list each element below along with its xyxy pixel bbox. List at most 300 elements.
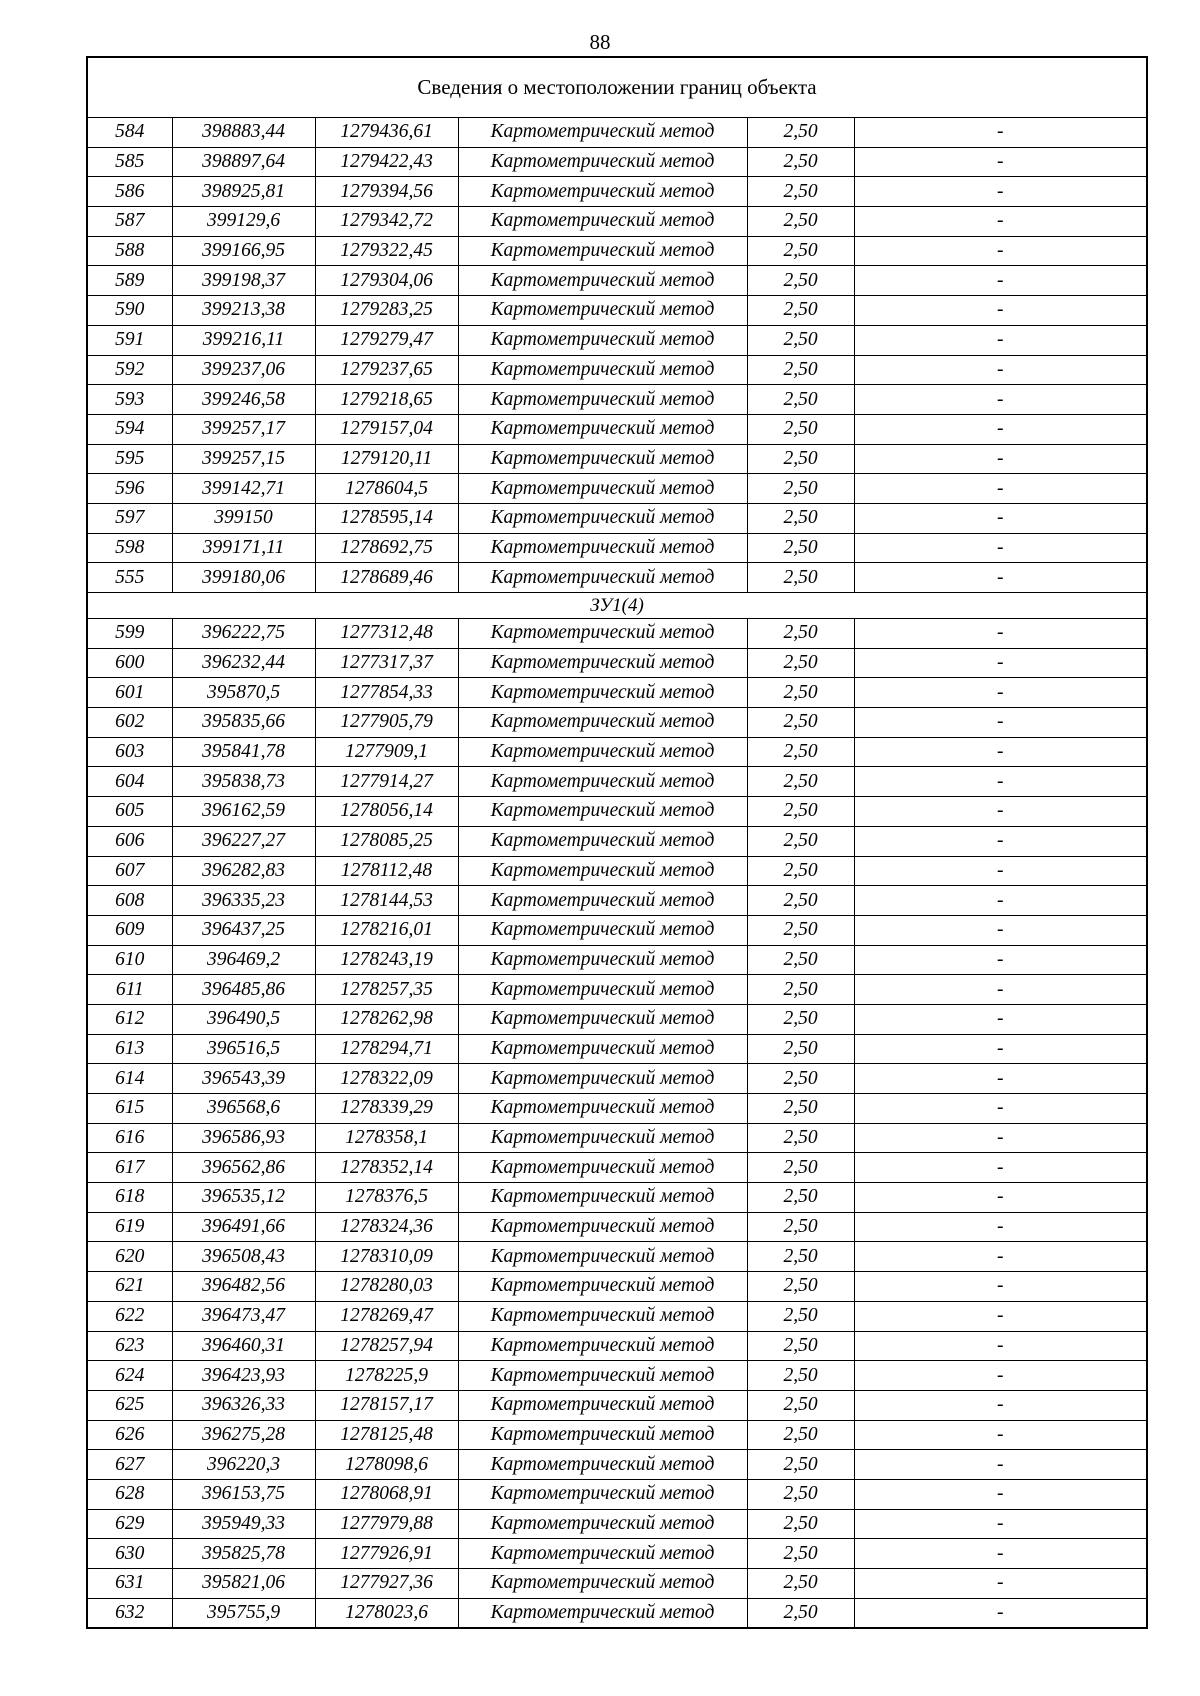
method-cell: Картометрический метод xyxy=(458,533,747,563)
accuracy-cell: 2,50 xyxy=(747,1450,854,1480)
point-number-cell: 627 xyxy=(87,1450,172,1480)
accuracy-cell: 2,50 xyxy=(747,296,854,326)
point-number-cell: 604 xyxy=(87,767,172,797)
description-cell: - xyxy=(854,975,1147,1005)
table-row xyxy=(87,1004,1147,1034)
x-coordinate-cell: 396326,33 xyxy=(172,1390,315,1420)
point-number-cell: 591 xyxy=(87,325,172,355)
description-cell: - xyxy=(854,1479,1147,1509)
method-cell: Картометрический метод xyxy=(458,1183,747,1213)
x-coordinate-cell: 399237,06 xyxy=(172,355,315,385)
table-row xyxy=(87,975,1147,1005)
accuracy-cell: 2,50 xyxy=(747,325,854,355)
y-coordinate-cell: 1278324,36 xyxy=(315,1212,458,1242)
y-coordinate-cell: 1279422,43 xyxy=(315,147,458,177)
y-coordinate-cell: 1278358,1 xyxy=(315,1123,458,1153)
description-cell: - xyxy=(854,1004,1147,1034)
y-coordinate-cell: 1279120,11 xyxy=(315,444,458,474)
method-cell: Картометрический метод xyxy=(458,1094,747,1124)
table-row xyxy=(87,147,1147,177)
section-label: ЗУ1(4) xyxy=(87,593,1147,619)
table-row xyxy=(87,266,1147,296)
method-cell: Картометрический метод xyxy=(458,678,747,708)
method-cell: Картометрический метод xyxy=(458,1272,747,1302)
table-row xyxy=(87,325,1147,355)
point-number-cell: 590 xyxy=(87,296,172,326)
description-cell: - xyxy=(854,767,1147,797)
y-coordinate-cell: 1277926,91 xyxy=(315,1539,458,1569)
y-coordinate-cell: 1278269,47 xyxy=(315,1301,458,1331)
y-coordinate-cell: 1278098,6 xyxy=(315,1450,458,1480)
table-row xyxy=(87,945,1147,975)
description-cell: - xyxy=(854,1509,1147,1539)
point-number-cell: 612 xyxy=(87,1004,172,1034)
table-row xyxy=(87,444,1147,474)
y-coordinate-cell: 1277317,37 xyxy=(315,648,458,678)
description-cell: - xyxy=(854,619,1147,649)
y-coordinate-cell: 1278322,09 xyxy=(315,1064,458,1094)
description-cell: - xyxy=(854,385,1147,415)
table-row xyxy=(87,207,1147,237)
accuracy-cell: 2,50 xyxy=(747,1420,854,1450)
x-coordinate-cell: 396482,56 xyxy=(172,1272,315,1302)
x-coordinate-cell: 396162,59 xyxy=(172,797,315,827)
table-row xyxy=(87,648,1147,678)
description-cell: - xyxy=(854,1064,1147,1094)
accuracy-cell: 2,50 xyxy=(747,1123,854,1153)
description-cell: - xyxy=(854,563,1147,593)
x-coordinate-cell: 399213,38 xyxy=(172,296,315,326)
point-number-cell: 629 xyxy=(87,1509,172,1539)
point-number-cell: 595 xyxy=(87,444,172,474)
table-title-row xyxy=(87,57,1147,118)
x-coordinate-cell: 399166,95 xyxy=(172,236,315,266)
table-row xyxy=(87,1450,1147,1480)
accuracy-cell: 2,50 xyxy=(747,767,854,797)
description-cell: - xyxy=(854,207,1147,237)
y-coordinate-cell: 1279283,25 xyxy=(315,296,458,326)
accuracy-cell: 2,50 xyxy=(747,1598,854,1628)
point-number-cell: 586 xyxy=(87,177,172,207)
y-coordinate-cell: 1278689,46 xyxy=(315,563,458,593)
accuracy-cell: 2,50 xyxy=(747,856,854,886)
description-cell: - xyxy=(854,1242,1147,1272)
description-cell: - xyxy=(854,1212,1147,1242)
point-number-cell: 631 xyxy=(87,1569,172,1599)
table-row xyxy=(87,826,1147,856)
accuracy-cell: 2,50 xyxy=(747,414,854,444)
x-coordinate-cell: 396562,86 xyxy=(172,1153,315,1183)
description-cell: - xyxy=(854,856,1147,886)
y-coordinate-cell: 1278257,35 xyxy=(315,975,458,1005)
section-header-row xyxy=(87,593,1147,619)
accuracy-cell: 2,50 xyxy=(747,915,854,945)
description-cell: - xyxy=(854,1331,1147,1361)
table-row xyxy=(87,474,1147,504)
method-cell: Картометрический метод xyxy=(458,236,747,266)
table-row xyxy=(87,797,1147,827)
y-coordinate-cell: 1278294,71 xyxy=(315,1034,458,1064)
description-cell: - xyxy=(854,648,1147,678)
y-coordinate-cell: 1278056,14 xyxy=(315,797,458,827)
description-cell: - xyxy=(854,533,1147,563)
table-row xyxy=(87,1094,1147,1124)
x-coordinate-cell: 396275,28 xyxy=(172,1420,315,1450)
accuracy-cell: 2,50 xyxy=(747,826,854,856)
table-row xyxy=(87,708,1147,738)
accuracy-cell: 2,50 xyxy=(747,385,854,415)
point-number-cell: 593 xyxy=(87,385,172,415)
point-number-cell: 610 xyxy=(87,945,172,975)
description-cell: - xyxy=(854,1034,1147,1064)
accuracy-cell: 2,50 xyxy=(747,563,854,593)
accuracy-cell: 2,50 xyxy=(747,533,854,563)
method-cell: Картометрический метод xyxy=(458,1242,747,1272)
table-row xyxy=(87,678,1147,708)
description-cell: - xyxy=(854,1123,1147,1153)
description-cell: - xyxy=(854,266,1147,296)
point-number-cell: 625 xyxy=(87,1390,172,1420)
method-cell: Картометрический метод xyxy=(458,1509,747,1539)
point-number-cell: 616 xyxy=(87,1123,172,1153)
accuracy-cell: 2,50 xyxy=(747,797,854,827)
x-coordinate-cell: 396490,5 xyxy=(172,1004,315,1034)
accuracy-cell: 2,50 xyxy=(747,1361,854,1391)
table-row xyxy=(87,1509,1147,1539)
description-cell: - xyxy=(854,474,1147,504)
x-coordinate-cell: 396491,66 xyxy=(172,1212,315,1242)
method-cell: Картометрический метод xyxy=(458,1123,747,1153)
method-cell: Картометрический метод xyxy=(458,826,747,856)
method-cell: Картометрический метод xyxy=(458,767,747,797)
point-number-cell: 611 xyxy=(87,975,172,1005)
description-cell: - xyxy=(854,296,1147,326)
x-coordinate-cell: 399257,17 xyxy=(172,414,315,444)
description-cell: - xyxy=(854,177,1147,207)
x-coordinate-cell: 396568,6 xyxy=(172,1094,315,1124)
x-coordinate-cell: 396473,47 xyxy=(172,1301,315,1331)
table-row xyxy=(87,118,1147,148)
y-coordinate-cell: 1277927,36 xyxy=(315,1569,458,1599)
x-coordinate-cell: 395838,73 xyxy=(172,767,315,797)
table-row xyxy=(87,1569,1147,1599)
point-number-cell: 608 xyxy=(87,886,172,916)
table-row xyxy=(87,737,1147,767)
x-coordinate-cell: 396222,75 xyxy=(172,619,315,649)
accuracy-cell: 2,50 xyxy=(747,1242,854,1272)
point-number-cell: 598 xyxy=(87,533,172,563)
table-row xyxy=(87,1301,1147,1331)
point-number-cell: 609 xyxy=(87,915,172,945)
method-cell: Картометрический метод xyxy=(458,177,747,207)
table-row xyxy=(87,767,1147,797)
description-cell: - xyxy=(854,1598,1147,1628)
accuracy-cell: 2,50 xyxy=(747,1094,854,1124)
method-cell: Картометрический метод xyxy=(458,1301,747,1331)
accuracy-cell: 2,50 xyxy=(747,1212,854,1242)
table-row xyxy=(87,414,1147,444)
table-row xyxy=(87,915,1147,945)
table-row xyxy=(87,1123,1147,1153)
boundary-table xyxy=(86,56,1148,1629)
description-cell: - xyxy=(854,1361,1147,1391)
y-coordinate-cell: 1278157,17 xyxy=(315,1390,458,1420)
description-cell: - xyxy=(854,444,1147,474)
method-cell: Картометрический метод xyxy=(458,385,747,415)
method-cell: Картометрический метод xyxy=(458,619,747,649)
point-number-cell: 599 xyxy=(87,619,172,649)
accuracy-cell: 2,50 xyxy=(747,1183,854,1213)
description-cell: - xyxy=(854,708,1147,738)
x-coordinate-cell: 396485,86 xyxy=(172,975,315,1005)
table-row xyxy=(87,1034,1147,1064)
point-number-cell: 628 xyxy=(87,1479,172,1509)
point-number-cell: 594 xyxy=(87,414,172,444)
y-coordinate-cell: 1279218,65 xyxy=(315,385,458,415)
table-row xyxy=(87,1539,1147,1569)
accuracy-cell: 2,50 xyxy=(747,1569,854,1599)
table-row xyxy=(87,1183,1147,1213)
method-cell: Картометрический метод xyxy=(458,1034,747,1064)
x-coordinate-cell: 399171,11 xyxy=(172,533,315,563)
point-number-cell: 596 xyxy=(87,474,172,504)
point-number-cell: 603 xyxy=(87,737,172,767)
accuracy-cell: 2,50 xyxy=(747,503,854,533)
table-row xyxy=(87,1331,1147,1361)
method-cell: Картометрический метод xyxy=(458,355,747,385)
x-coordinate-cell: 395835,66 xyxy=(172,708,315,738)
table-row xyxy=(87,296,1147,326)
point-number-cell: 613 xyxy=(87,1034,172,1064)
description-cell: - xyxy=(854,355,1147,385)
method-cell: Картометрический метод xyxy=(458,118,747,148)
method-cell: Картометрический метод xyxy=(458,1420,747,1450)
y-coordinate-cell: 1278352,14 xyxy=(315,1153,458,1183)
description-cell: - xyxy=(854,414,1147,444)
x-coordinate-cell: 395949,33 xyxy=(172,1509,315,1539)
y-coordinate-cell: 1278339,29 xyxy=(315,1094,458,1124)
method-cell: Картометрический метод xyxy=(458,945,747,975)
accuracy-cell: 2,50 xyxy=(747,619,854,649)
x-coordinate-cell: 396535,12 xyxy=(172,1183,315,1213)
point-number-cell: 632 xyxy=(87,1598,172,1628)
y-coordinate-cell: 1278144,53 xyxy=(315,886,458,916)
accuracy-cell: 2,50 xyxy=(747,1539,854,1569)
method-cell: Картометрический метод xyxy=(458,1539,747,1569)
x-coordinate-cell: 395870,5 xyxy=(172,678,315,708)
x-coordinate-cell: 396460,31 xyxy=(172,1331,315,1361)
description-cell: - xyxy=(854,915,1147,945)
method-cell: Картометрический метод xyxy=(458,563,747,593)
point-number-cell: 585 xyxy=(87,147,172,177)
y-coordinate-cell: 1278125,48 xyxy=(315,1420,458,1450)
y-coordinate-cell: 1279342,72 xyxy=(315,207,458,237)
y-coordinate-cell: 1278262,98 xyxy=(315,1004,458,1034)
accuracy-cell: 2,50 xyxy=(747,1064,854,1094)
point-number-cell: 624 xyxy=(87,1361,172,1391)
y-coordinate-cell: 1277909,1 xyxy=(315,737,458,767)
y-coordinate-cell: 1279322,45 xyxy=(315,236,458,266)
description-cell: - xyxy=(854,737,1147,767)
accuracy-cell: 2,50 xyxy=(747,207,854,237)
description-cell: - xyxy=(854,1450,1147,1480)
method-cell: Картометрический метод xyxy=(458,1390,747,1420)
table-row xyxy=(87,236,1147,266)
page-number: 88 xyxy=(589,30,611,54)
method-cell: Картометрический метод xyxy=(458,1004,747,1034)
table-row xyxy=(87,563,1147,593)
method-cell: Картометрический метод xyxy=(458,1479,747,1509)
accuracy-cell: 2,50 xyxy=(747,355,854,385)
method-cell: Картометрический метод xyxy=(458,1212,747,1242)
table-row xyxy=(87,856,1147,886)
table-row xyxy=(87,177,1147,207)
method-cell: Картометрический метод xyxy=(458,1361,747,1391)
method-cell: Картометрический метод xyxy=(458,797,747,827)
y-coordinate-cell: 1279237,65 xyxy=(315,355,458,385)
method-cell: Картометрический метод xyxy=(458,708,747,738)
x-coordinate-cell: 399246,58 xyxy=(172,385,315,415)
y-coordinate-cell: 1278310,09 xyxy=(315,1242,458,1272)
method-cell: Картометрический метод xyxy=(458,147,747,177)
accuracy-cell: 2,50 xyxy=(747,177,854,207)
y-coordinate-cell: 1277914,27 xyxy=(315,767,458,797)
accuracy-cell: 2,50 xyxy=(747,1301,854,1331)
y-coordinate-cell: 1278068,91 xyxy=(315,1479,458,1509)
point-number-cell: 587 xyxy=(87,207,172,237)
description-cell: - xyxy=(854,886,1147,916)
point-number-cell: 630 xyxy=(87,1539,172,1569)
y-coordinate-cell: 1278216,01 xyxy=(315,915,458,945)
y-coordinate-cell: 1277312,48 xyxy=(315,619,458,649)
y-coordinate-cell: 1279279,47 xyxy=(315,325,458,355)
description-cell: - xyxy=(854,1183,1147,1213)
point-number-cell: 592 xyxy=(87,355,172,385)
y-coordinate-cell: 1278280,03 xyxy=(315,1272,458,1302)
x-coordinate-cell: 396543,39 xyxy=(172,1064,315,1094)
table-row xyxy=(87,886,1147,916)
point-number-cell: 617 xyxy=(87,1153,172,1183)
x-coordinate-cell: 399257,15 xyxy=(172,444,315,474)
method-cell: Картометрический метод xyxy=(458,296,747,326)
method-cell: Картометрический метод xyxy=(458,1331,747,1361)
description-cell: - xyxy=(854,1390,1147,1420)
accuracy-cell: 2,50 xyxy=(747,266,854,296)
method-cell: Картометрический метод xyxy=(458,444,747,474)
method-cell: Картометрический метод xyxy=(458,1598,747,1628)
table-row xyxy=(87,1212,1147,1242)
y-coordinate-cell: 1277854,33 xyxy=(315,678,458,708)
point-number-cell: 607 xyxy=(87,856,172,886)
table-row xyxy=(87,1272,1147,1302)
description-cell: - xyxy=(854,1420,1147,1450)
method-cell: Картометрический метод xyxy=(458,266,747,296)
x-coordinate-cell: 399216,11 xyxy=(172,325,315,355)
accuracy-cell: 2,50 xyxy=(747,474,854,504)
point-number-cell: 614 xyxy=(87,1064,172,1094)
table-row xyxy=(87,355,1147,385)
x-coordinate-cell: 396437,25 xyxy=(172,915,315,945)
y-coordinate-cell: 1278225,9 xyxy=(315,1361,458,1391)
x-coordinate-cell: 396232,44 xyxy=(172,648,315,678)
y-coordinate-cell: 1277979,88 xyxy=(315,1509,458,1539)
description-cell: - xyxy=(854,1094,1147,1124)
table-row xyxy=(87,1361,1147,1391)
y-coordinate-cell: 1279394,56 xyxy=(315,177,458,207)
point-number-cell: 555 xyxy=(87,563,172,593)
y-coordinate-cell: 1278376,5 xyxy=(315,1183,458,1213)
point-number-cell: 618 xyxy=(87,1183,172,1213)
x-coordinate-cell: 399180,06 xyxy=(172,563,315,593)
method-cell: Картометрический метод xyxy=(458,737,747,767)
point-number-cell: 601 xyxy=(87,678,172,708)
point-number-cell: 621 xyxy=(87,1272,172,1302)
table-row xyxy=(87,1598,1147,1628)
point-number-cell: 605 xyxy=(87,797,172,827)
x-coordinate-cell: 395841,78 xyxy=(172,737,315,767)
y-coordinate-cell: 1279304,06 xyxy=(315,266,458,296)
point-number-cell: 589 xyxy=(87,266,172,296)
table-body xyxy=(87,57,1147,1628)
table-row xyxy=(87,533,1147,563)
accuracy-cell: 2,50 xyxy=(747,737,854,767)
x-coordinate-cell: 396282,83 xyxy=(172,856,315,886)
method-cell: Картометрический метод xyxy=(458,325,747,355)
description-cell: - xyxy=(854,797,1147,827)
x-coordinate-cell: 396516,5 xyxy=(172,1034,315,1064)
method-cell: Картометрический метод xyxy=(458,1153,747,1183)
point-number-cell: 623 xyxy=(87,1331,172,1361)
description-cell: - xyxy=(854,1539,1147,1569)
accuracy-cell: 2,50 xyxy=(747,1509,854,1539)
accuracy-cell: 2,50 xyxy=(747,678,854,708)
x-coordinate-cell: 396586,93 xyxy=(172,1123,315,1153)
accuracy-cell: 2,50 xyxy=(747,886,854,916)
method-cell: Картометрический метод xyxy=(458,886,747,916)
method-cell: Картометрический метод xyxy=(458,1064,747,1094)
y-coordinate-cell: 1277905,79 xyxy=(315,708,458,738)
table-row xyxy=(87,1479,1147,1509)
description-cell: - xyxy=(854,1301,1147,1331)
y-coordinate-cell: 1278243,19 xyxy=(315,945,458,975)
point-number-cell: 626 xyxy=(87,1420,172,1450)
y-coordinate-cell: 1278085,25 xyxy=(315,826,458,856)
description-cell: - xyxy=(854,147,1147,177)
accuracy-cell: 2,50 xyxy=(747,708,854,738)
description-cell: - xyxy=(854,236,1147,266)
x-coordinate-cell: 399198,37 xyxy=(172,266,315,296)
x-coordinate-cell: 395825,78 xyxy=(172,1539,315,1569)
description-cell: - xyxy=(854,1569,1147,1599)
table-row xyxy=(87,1420,1147,1450)
point-number-cell: 602 xyxy=(87,708,172,738)
point-number-cell: 620 xyxy=(87,1242,172,1272)
method-cell: Картометрический метод xyxy=(458,856,747,886)
x-coordinate-cell: 396469,2 xyxy=(172,945,315,975)
description-cell: - xyxy=(854,503,1147,533)
accuracy-cell: 2,50 xyxy=(747,648,854,678)
description-cell: - xyxy=(854,678,1147,708)
x-coordinate-cell: 396508,43 xyxy=(172,1242,315,1272)
method-cell: Картометрический метод xyxy=(458,648,747,678)
table-row xyxy=(87,385,1147,415)
description-cell: - xyxy=(854,945,1147,975)
point-number-cell: 588 xyxy=(87,236,172,266)
y-coordinate-cell: 1279436,61 xyxy=(315,118,458,148)
accuracy-cell: 2,50 xyxy=(747,118,854,148)
description-cell: - xyxy=(854,1153,1147,1183)
accuracy-cell: 2,50 xyxy=(747,1272,854,1302)
